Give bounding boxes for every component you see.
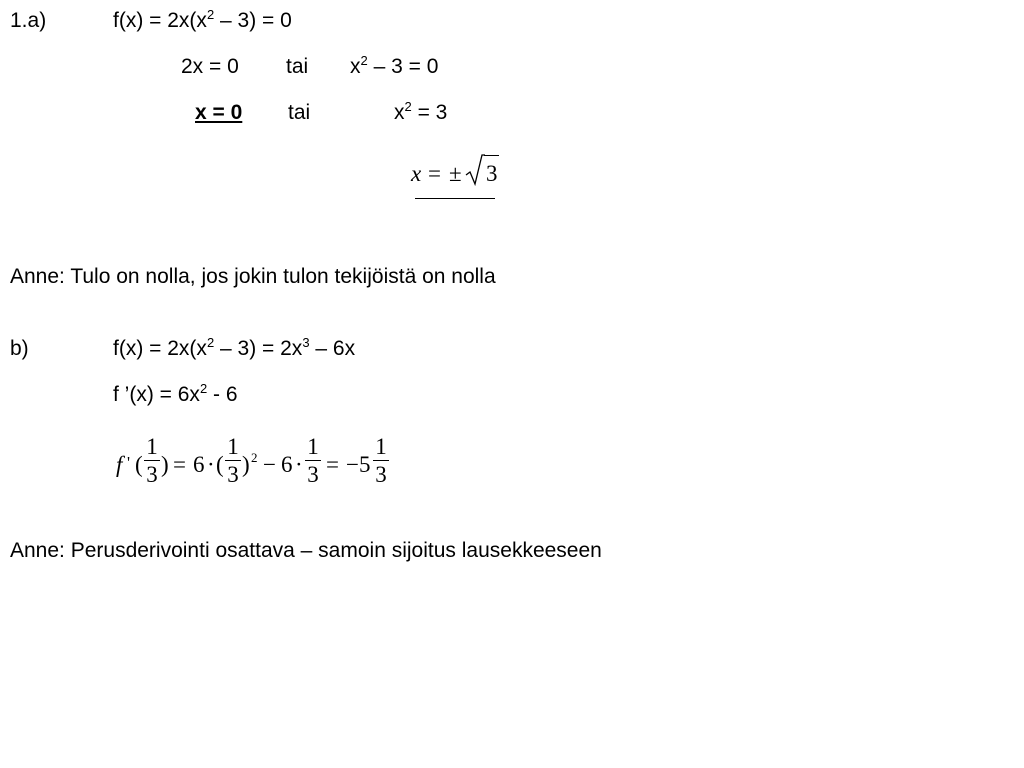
fraction-one-third-3: 1 3 bbox=[305, 435, 321, 487]
part-a-tai-2: tai bbox=[288, 101, 311, 124]
sqrt-overbar bbox=[484, 155, 499, 156]
calc-equals-1: = bbox=[173, 452, 186, 477]
calc-negative-five: −5 bbox=[346, 452, 371, 477]
calc-f: f bbox=[116, 452, 123, 477]
calc-prime: ' bbox=[127, 453, 131, 472]
solution-plus-minus: ± bbox=[449, 161, 462, 186]
calc-open-paren: ( bbox=[135, 452, 143, 477]
fraction-one-third-2: 1 3 bbox=[225, 435, 241, 487]
part-b-derivative: f ’(x) = $6x^2 - 6$ bbox=[113, 381, 238, 406]
fraction-one-third-1: 1 3 bbox=[144, 435, 160, 487]
calc-dot-1: · bbox=[207, 452, 215, 477]
calc-six-1: 6 bbox=[193, 452, 205, 477]
calc-open-paren-2: ( bbox=[216, 452, 224, 477]
part-a-factor-1: 2x = 0 bbox=[181, 55, 239, 78]
note-part-a: Anne: Tulo on nolla, jos jokin tulon tekijöistä on nolla bbox=[10, 265, 496, 288]
calc-equals-2: = bbox=[326, 452, 339, 477]
fraction-one-third-4: 1 3 bbox=[373, 435, 389, 487]
sqrt-sign-icon bbox=[465, 153, 485, 187]
solution-x: x bbox=[411, 161, 422, 186]
calc-close-paren-2: ) bbox=[242, 452, 250, 477]
solution-underline bbox=[415, 198, 495, 199]
note-part-b: Anne: Perusderivointi osattava – samoin sijoitus lausekkeeseen bbox=[10, 539, 602, 562]
calc-minus: − bbox=[263, 452, 276, 477]
calc-close-paren: ) bbox=[161, 452, 169, 477]
calc-six-2: 6 bbox=[281, 452, 293, 477]
calc-dot-2: · bbox=[295, 452, 303, 477]
solution-radicand: 3 bbox=[486, 161, 498, 186]
part-a-equation-1: $f(x) = 2x(x^2 - 3) = 0$ bbox=[113, 7, 292, 32]
part-a-factor-2: $x^2 - 3 = 0$ bbox=[350, 53, 439, 78]
part-a-tai-1: tai bbox=[286, 55, 309, 78]
part-a-label: 1.a) bbox=[10, 9, 47, 32]
calc-square-exponent: 2 bbox=[251, 450, 258, 465]
part-b-label: b) bbox=[10, 337, 29, 360]
solution-equals: = bbox=[428, 161, 441, 186]
part-a-answer-x0: x = 0 bbox=[195, 101, 243, 124]
part-a-x-squared-eq-3: $x^2 = 3$ bbox=[394, 99, 448, 124]
part-b-equation-1: $f(x) = 2x(x^2 - 3) = 2x^3 - 6x$ bbox=[113, 335, 356, 360]
